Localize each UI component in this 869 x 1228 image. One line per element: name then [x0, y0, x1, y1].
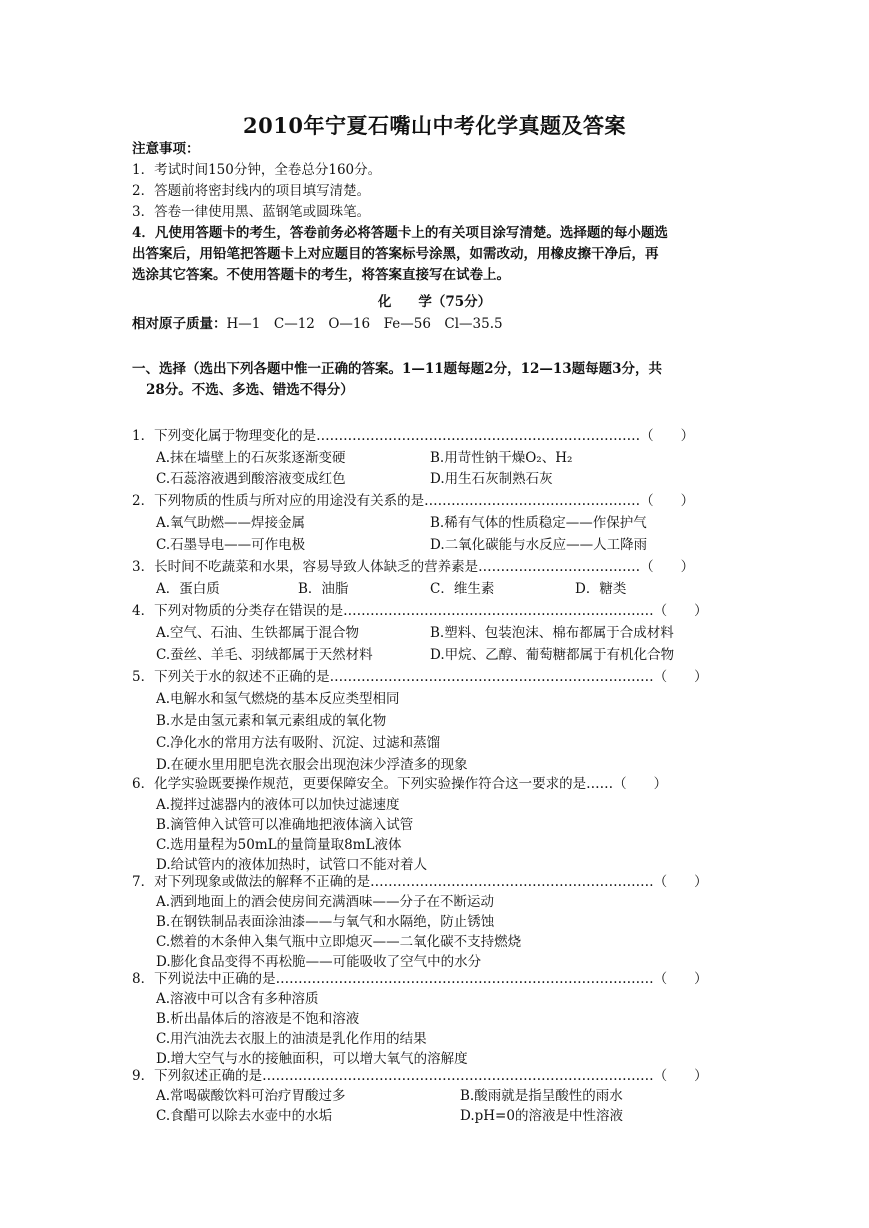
q9-option-c: C.食醋可以除去水壶中的水垢 — [156, 1108, 333, 1124]
question-6-stem: 6．化学实验既要操作规范，更要保障安全。下列实验操作符合这一要求的是……（ ） — [132, 776, 668, 792]
notice-item-2: 2．答题前将密封线内的项目填写清楚。 — [132, 183, 371, 199]
q6-option-a: A.搅拌过滤器内的液体可以加快过滤速度 — [156, 797, 400, 813]
q5-option-a: A.电解水和氢气燃烧的基本反应类型相同 — [156, 691, 400, 707]
q4-option-c: C.蚕丝、羊毛、羽绒都属于天然材料 — [156, 647, 373, 663]
q3-option-b: B．油脂 — [298, 581, 349, 597]
question-4-stem: 4．下列对物质的分类存在错误的是……………………………………………………………（ ） — [132, 603, 708, 619]
page-title: 2010年宁夏石嘴山中考化学真题及答案 — [243, 113, 626, 138]
q6-option-b: B.滴管伸入试管可以准确地把液体滴入试管 — [156, 817, 414, 833]
question-5-stem: 5．下列关于水的叙述不正确的是………………………………………………………………（ ） — [132, 669, 708, 685]
q4-option-b: B.塑料、包装泡沫、棉布都属于合成材料 — [430, 625, 674, 641]
q5-option-c: C.净化水的常用方法有吸附、沉淀、过滤和蒸馏 — [156, 735, 441, 751]
question-3-stem: 3．长时间不吃蔬菜和水果，容易导致人体缺乏的营养素是………………………………（ ） — [132, 559, 695, 575]
section1-line1: 一、选择（选出下列各题中惟一正确的答案。1—11题每题2分，12—13题每题3分，共 — [132, 361, 663, 377]
q8-option-c: C.用汽油洗去衣服上的油渍是乳化作用的结果 — [156, 1031, 427, 1047]
question-9-stem: 9．下列叙述正确的是……………………………………………………………………………（ ） — [132, 1068, 708, 1084]
q1-option-a: A.抹在墙壁上的石灰浆逐渐变硬 — [156, 450, 346, 466]
q8-option-b: B.析出晶体后的溶液是不饱和溶液 — [156, 1011, 360, 1027]
q7-option-d: D.膨化食品变得不再松脆——可能吸收了空气中的水分 — [156, 954, 482, 970]
atomic-mass-values: H—1 C—12 O—16 Fe—56 Cl—35.5 — [226, 316, 503, 332]
notice-item-4-line2: 出答案后，用铅笔把答题卡上对应题目的答案标号涂黑，如需改动，用橡皮擦干净后，再 — [132, 246, 659, 262]
q5-option-d: D.在硬水里用肥皂洗衣服会出现泡沫少浮渣多的现象 — [156, 757, 468, 773]
notice-item-4-line1: 4．凡使用答题卡的考生，答卷前务必将答题卡上的有关项目涂写清楚。选择题的每小题选 — [132, 225, 668, 241]
q3-option-a: A．蛋白质 — [156, 581, 220, 597]
notice-item-3: 3．答卷一律使用黑、蓝钢笔或圆珠笔。 — [132, 204, 371, 220]
section1-line2: 28分。不选、多选、错选不得分） — [146, 382, 354, 398]
q3-option-c: C．维生素 — [430, 581, 495, 597]
q8-option-a: A.溶液中可以含有多种溶质 — [156, 991, 319, 1007]
q9-option-a: A.常喝碳酸饮料可治疗胃酸过多 — [156, 1088, 346, 1104]
question-1-stem: 1．下列变化属于物理变化的是………………………………………………………………（ ） — [132, 428, 695, 444]
q8-option-d: D.增大空气与水的接触面积，可以增大氧气的溶解度 — [156, 1051, 468, 1067]
q2-option-c: C.石墨导电——可作电极 — [156, 537, 306, 553]
q5-option-b: B.水是由氢元素和氧元素组成的氧化物 — [156, 713, 387, 729]
q9-option-d: D.pH=0的溶液是中性溶液 — [460, 1108, 623, 1124]
q4-option-d: D.甲烷、乙醇、葡萄糖都属于有机化合物 — [430, 647, 675, 663]
q6-option-d: D.给试管内的液体加热时，试管口不能对着人 — [156, 857, 428, 873]
q2-option-d: D.二氧化碳能与水反应——人工降雨 — [430, 537, 648, 553]
atomic-mass-label: 相对原子质量： — [132, 316, 227, 332]
q1-option-c: C.石蕊溶液遇到酸溶液变成红色 — [156, 471, 346, 487]
question-7-stem: 7．对下列现象或做法的解释不正确的是………………………………………………………（ ） — [132, 874, 708, 890]
q1-option-d: D.用生石灰制熟石灰 — [430, 471, 553, 487]
notice-heading: 注意事项： — [132, 141, 200, 157]
q1-option-b: B.用苛性钠干燥O₂、H₂ — [430, 450, 573, 466]
q2-option-b: B.稀有气体的性质稳定——作保护气 — [430, 515, 647, 531]
q6-option-c: C.选用量程为50mL的量筒量取8mL液体 — [156, 837, 402, 853]
q2-option-a: A.氧气助燃——焊接金属 — [156, 515, 306, 531]
subject-heading: 化 学（75分） — [377, 294, 492, 310]
notice-item-4-line3: 选涂其它答案。不使用答题卡的考生，将答案直接写在试卷上。 — [132, 267, 510, 283]
q7-option-b: B.在钢铁制品表面涂油漆——与氧气和水隔绝，防止锈蚀 — [156, 914, 495, 930]
notice-item-1: 1．考试时间150分钟，全卷总分160分。 — [132, 162, 382, 178]
q3-option-d: D．糖类 — [575, 581, 627, 597]
q7-option-c: C.燃着的木条伸入集气瓶中立即熄灭——二氧化碳不支持燃烧 — [156, 934, 522, 950]
question-8-stem: 8．下列说法中正确的是…………………………………………………………………………（ ） — [132, 971, 708, 987]
question-2-stem: 2．下列物质的性质与所对应的用途没有关系的是…………………………………………（ ） — [132, 493, 695, 509]
atomic-mass-line — [132, 314, 742, 335]
q9-option-b: B.酸雨就是指呈酸性的雨水 — [460, 1088, 623, 1104]
q7-option-a: A.洒到地面上的酒会使房间充满酒味——分子在不断运动 — [156, 894, 495, 910]
q4-option-a: A.空气、石油、生铁都属于混合物 — [156, 625, 360, 641]
